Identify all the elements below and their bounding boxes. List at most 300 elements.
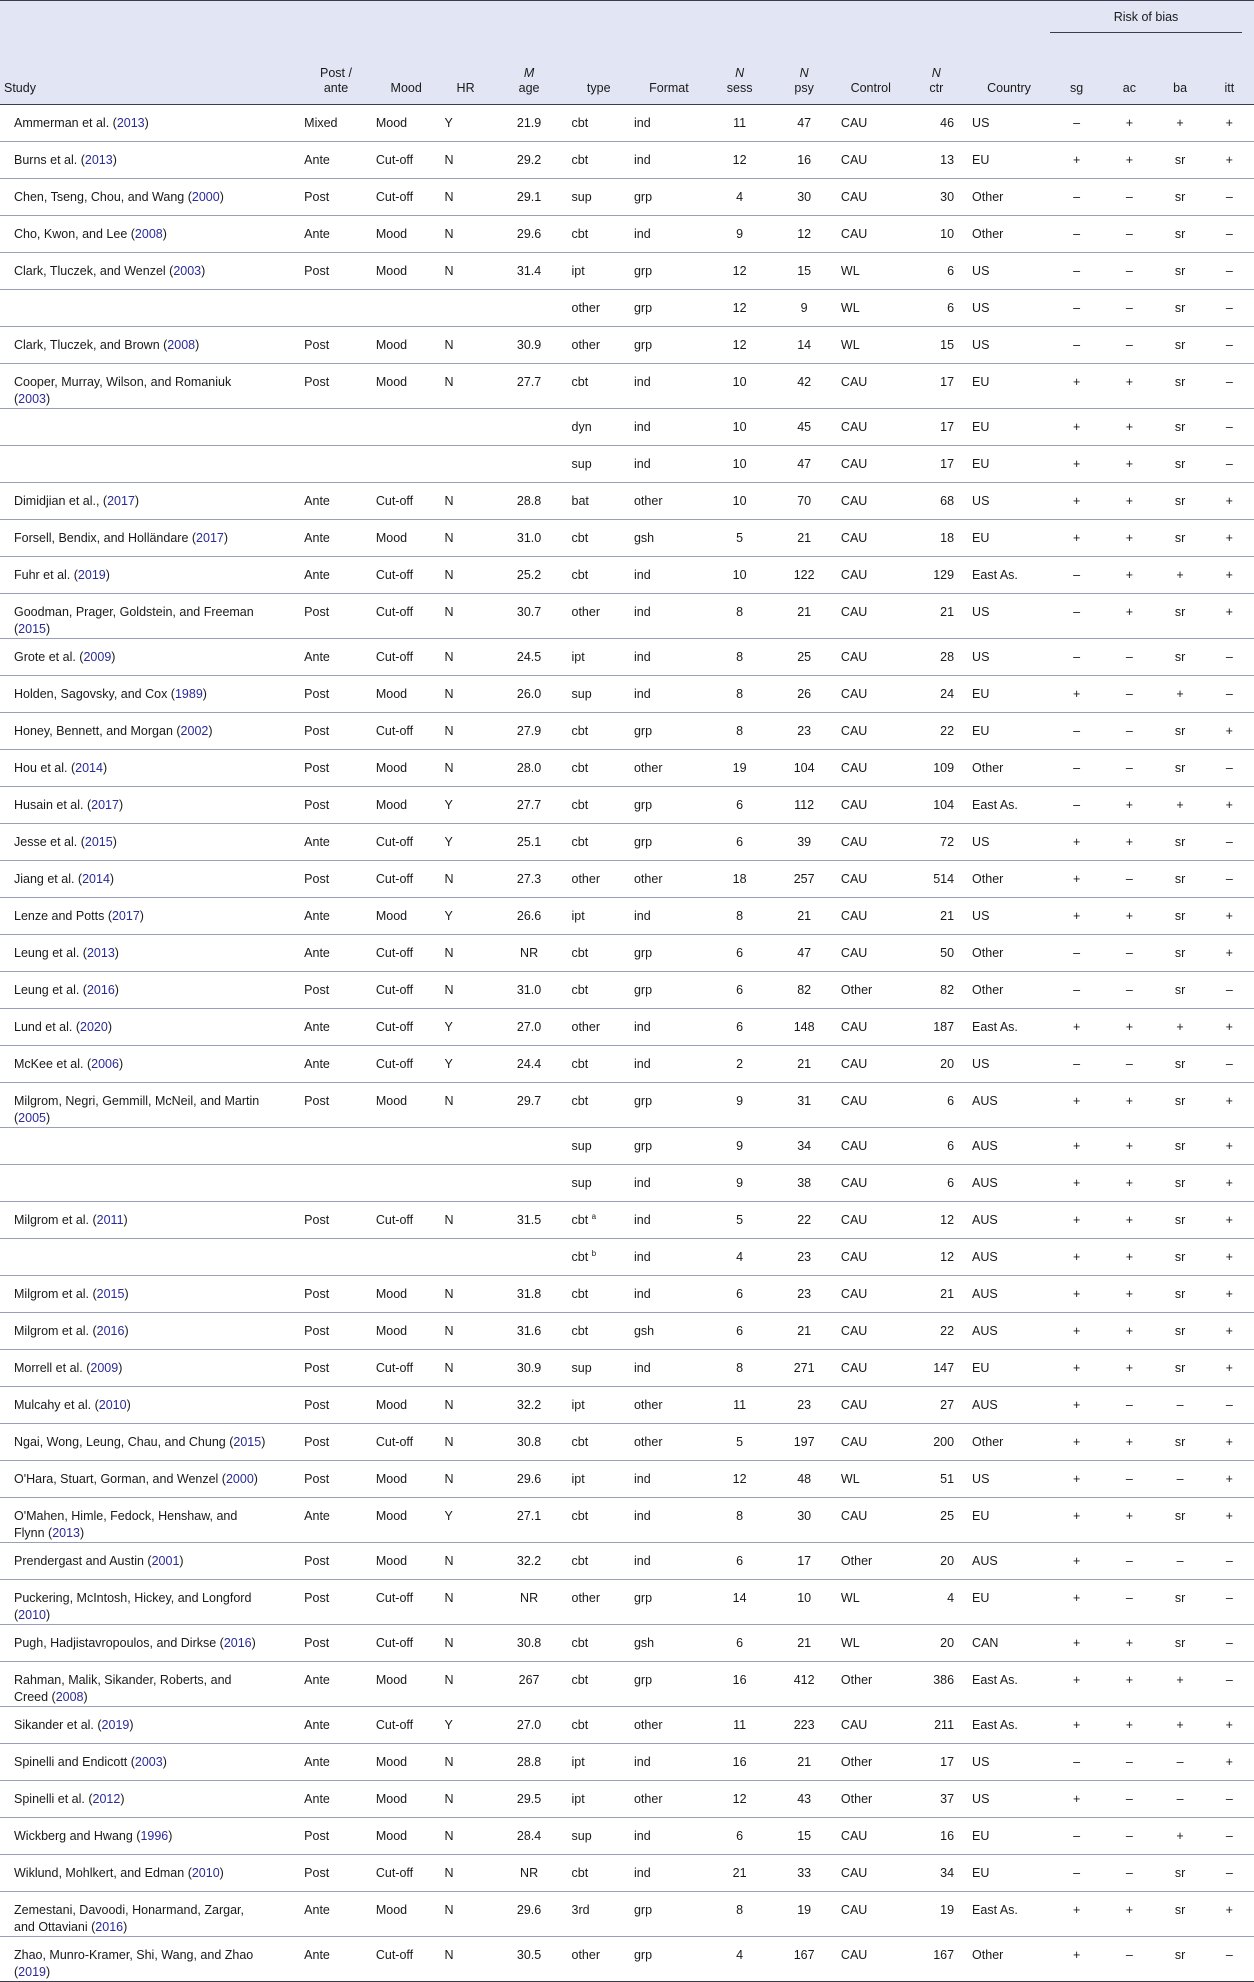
cell-ac-value: +	[1125, 605, 1134, 619]
cell-control-value: CAU	[840, 1435, 868, 1449]
cell-control-value: CAU	[840, 116, 868, 130]
cell-type	[568, 1350, 630, 1387]
cell-mood-value: Cut-off	[375, 568, 414, 582]
header-type: type	[568, 40, 630, 105]
cell-type	[568, 1202, 630, 1239]
study-close-paren: )	[80, 1526, 85, 1540]
cell-n-psy-value: 9	[800, 301, 808, 315]
cell-mood	[372, 1580, 441, 1625]
cell-format-value: ind	[633, 227, 651, 241]
study-close-paren: )	[126, 1398, 131, 1412]
cell-sg	[1050, 1818, 1103, 1855]
cell-n-sess	[708, 750, 772, 787]
header-control: Control	[837, 40, 905, 105]
cell-country-value: Other	[972, 1435, 1004, 1449]
cell-n-psy-value: 412	[793, 1673, 815, 1687]
cell-post-ante	[300, 1625, 372, 1662]
cell-control	[837, 1128, 905, 1165]
cell-n-psy	[771, 639, 837, 676]
cell-hr-value: Y	[444, 835, 453, 849]
cell-type-value: cbt	[571, 946, 589, 960]
study-close-paren: )	[124, 1287, 129, 1301]
cell-mood	[372, 1744, 441, 1781]
cell-sg-value: +	[1072, 1673, 1081, 1687]
cell-type	[568, 1707, 630, 1744]
cell-post-ante-value: Ante	[304, 1509, 330, 1523]
cell-post-ante	[300, 972, 372, 1009]
cell-control	[837, 216, 905, 253]
cell-control	[837, 1461, 905, 1498]
cell-post-ante	[300, 253, 372, 290]
cell-post-ante-value: Ante	[304, 909, 330, 923]
cell-country-value: US	[972, 116, 990, 130]
cell-control-value: CAU	[840, 375, 868, 389]
cell-country-value: EU	[972, 1509, 990, 1523]
cell-post-ante	[300, 1543, 372, 1580]
cell-mood	[372, 1083, 441, 1128]
cell-ba-value: sr	[1174, 1287, 1186, 1301]
study-close-paren: )	[139, 909, 144, 923]
table-row	[0, 1046, 1254, 1083]
cell-itt-value: +	[1225, 494, 1233, 508]
study-authors: Ammerman et al. (	[14, 116, 117, 130]
cell-n-ctr	[905, 1083, 969, 1128]
table-row	[0, 1424, 1254, 1461]
cell-n-sess-value: 9	[736, 1094, 744, 1108]
cell-n-sess-value: 10	[732, 494, 747, 508]
cell-n-psy-value: 12	[797, 227, 812, 241]
cell-country-value: EU	[972, 420, 990, 434]
cell-format-value: grp	[633, 1591, 653, 1605]
cell-n-psy	[771, 824, 837, 861]
cell-ac	[1103, 409, 1155, 446]
header-n-sess: N sess	[708, 40, 772, 105]
cell-hr-value: N	[444, 605, 454, 619]
cell-country	[968, 1855, 1050, 1892]
cell-country-value: US	[972, 338, 990, 352]
study-close-paren: )	[223, 531, 229, 545]
cell-itt	[1205, 1350, 1254, 1387]
cell-country	[968, 1818, 1050, 1855]
header-n-psy: N psy	[771, 40, 837, 105]
cell-country-value: US	[972, 605, 990, 619]
cell-n-ctr	[905, 1009, 969, 1046]
cell-study	[0, 1892, 300, 1937]
cell-n-sess	[708, 1707, 772, 1744]
cell-n-sess-value: 6	[736, 983, 744, 997]
cell-study	[0, 409, 300, 446]
study-authors: Clark, Tluczek, and Brown (	[14, 338, 168, 352]
cell-study	[0, 1543, 300, 1580]
cell-n-psy	[771, 1350, 837, 1387]
cell-ac-value: +	[1125, 1213, 1134, 1227]
cell-ac	[1103, 1707, 1155, 1744]
cell-sg-value: –	[1073, 1057, 1081, 1071]
cell-country	[968, 557, 1050, 594]
cell-country-value: EU	[972, 724, 990, 738]
cell-sg-value: –	[1073, 338, 1081, 352]
study-year-link: 2013	[116, 116, 145, 130]
cell-post-ante	[300, 1818, 372, 1855]
cell-n-sess-value: 4	[736, 1948, 744, 1962]
cell-control-value: CAU	[840, 153, 868, 167]
cell-format	[630, 713, 708, 750]
cell-m-age-value: 24.5	[516, 650, 542, 664]
cell-post-ante-value: Ante	[304, 1673, 330, 1687]
cell-hr-value: Y	[444, 1057, 453, 1071]
cell-control-value: WL	[840, 301, 860, 315]
study-authors: Zhao, Munro-Kramer, Shi, Wang, and Zhao	[14, 1948, 254, 1962]
cell-hr	[440, 1424, 490, 1461]
cell-hr-value: N	[444, 494, 454, 508]
cell-ac-value: +	[1125, 375, 1134, 389]
cell-mood-value: Cut-off	[375, 724, 414, 738]
table-row	[0, 483, 1254, 520]
cell-itt-value: –	[1225, 1948, 1233, 1962]
cell-study	[0, 1202, 300, 1239]
cell-mood	[372, 1498, 441, 1543]
cell-n-psy	[771, 1239, 837, 1276]
cell-country	[968, 1350, 1050, 1387]
cell-format-value: grp	[633, 1094, 653, 1108]
cell-control	[837, 1046, 905, 1083]
cell-type-value: dyn	[571, 420, 592, 434]
cell-ba-value: +	[1176, 1829, 1184, 1843]
cell-country-value: US	[972, 264, 990, 278]
cell-n-sess	[708, 1165, 772, 1202]
cell-type	[568, 1855, 630, 1892]
cell-n-psy	[771, 1781, 837, 1818]
cell-hr-value: N	[444, 1673, 454, 1687]
cell-mood	[372, 824, 441, 861]
cell-mood	[372, 253, 441, 290]
cell-control	[837, 290, 905, 327]
cell-mood-value: Mood	[375, 1324, 408, 1338]
cell-hr	[440, 1461, 490, 1498]
cell-n-sess	[708, 364, 772, 409]
cell-format	[630, 1128, 708, 1165]
cell-mood-value: Cut-off	[375, 1866, 414, 1880]
cell-ba	[1156, 1580, 1205, 1625]
cell-ba	[1156, 861, 1205, 898]
cell-sg	[1050, 1083, 1103, 1128]
cell-n-ctr-value: 20	[940, 1554, 955, 1568]
cell-country	[968, 594, 1050, 639]
cell-ba	[1156, 216, 1205, 253]
cell-type-value: cbt	[571, 568, 589, 582]
cell-mood-value: Mood	[375, 909, 408, 923]
cell-n-ctr	[905, 1387, 969, 1424]
cell-format-value: ind	[633, 650, 651, 664]
cell-sg-value: +	[1072, 1903, 1081, 1917]
cell-n-sess-value: 9	[736, 1139, 744, 1153]
cell-sg	[1050, 1046, 1103, 1083]
cell-n-psy-value: 21	[797, 531, 812, 545]
cell-m-age-value: 27.7	[516, 375, 542, 389]
table-row	[0, 972, 1254, 1009]
study-authors: Wiklund, Mohlkert, and Edman (	[14, 1866, 192, 1880]
cell-type-value: cbt	[571, 153, 589, 167]
cell-study	[0, 1662, 300, 1707]
cell-ba-value: sr	[1174, 264, 1186, 278]
cell-post-ante	[300, 1662, 372, 1707]
cell-mood	[372, 1202, 441, 1239]
cell-control-value: Other	[840, 1554, 873, 1568]
cell-ba-value: sr	[1174, 1866, 1186, 1880]
table-row	[0, 1276, 1254, 1313]
cell-control	[837, 1239, 905, 1276]
cell-country-value: CAN	[972, 1636, 999, 1650]
cell-type	[568, 1818, 630, 1855]
cell-n-ctr	[905, 1662, 969, 1707]
cell-format	[630, 824, 708, 861]
cell-study	[0, 1461, 300, 1498]
cell-m-age	[491, 1855, 568, 1892]
cell-mood	[372, 1461, 441, 1498]
cell-ac	[1103, 1350, 1155, 1387]
cell-n-ctr-value: 12	[940, 1250, 955, 1264]
study-close-paren: )	[219, 1866, 224, 1880]
table-row	[0, 557, 1254, 594]
table-row	[0, 1744, 1254, 1781]
cell-mood	[372, 290, 441, 327]
cell-format	[630, 364, 708, 409]
cell-post-ante	[300, 1707, 372, 1744]
cell-hr	[440, 1937, 490, 1982]
table-row	[0, 1818, 1254, 1855]
table-row	[0, 1855, 1254, 1892]
study-year-link: 2013	[84, 153, 113, 167]
study-authors: Lenze and Potts (	[14, 909, 112, 923]
cell-n-ctr	[905, 142, 969, 179]
cell-m-age	[491, 105, 568, 142]
cell-n-ctr	[905, 1046, 969, 1083]
cell-n-sess	[708, 639, 772, 676]
cell-sg-value: +	[1072, 1176, 1081, 1190]
cell-ba-value: sr	[1174, 1509, 1186, 1523]
cell-sg	[1050, 446, 1103, 483]
cell-itt-value: +	[1225, 1250, 1233, 1264]
cell-sg-value: –	[1073, 605, 1081, 619]
cell-format	[630, 1350, 708, 1387]
cell-post-ante	[300, 639, 372, 676]
cell-control-value: CAU	[840, 1020, 868, 1034]
cell-country-value: EU	[972, 1829, 990, 1843]
cell-post-ante	[300, 1083, 372, 1128]
cell-format	[630, 557, 708, 594]
cell-n-ctr-value: 167	[933, 1948, 955, 1962]
type-footnote-marker: a	[591, 1211, 597, 1221]
cell-hr	[440, 364, 490, 409]
study-authors: O'Mahen, Himle, Fedock, Henshaw, and	[14, 1509, 238, 1523]
cell-hr-value: N	[444, 1287, 454, 1301]
cell-itt-value: –	[1225, 1866, 1233, 1880]
cell-m-age-value: 30.9	[516, 1361, 542, 1375]
cell-ac	[1103, 364, 1155, 409]
cell-ac-value: –	[1125, 983, 1133, 997]
cell-control-value: CAU	[840, 1287, 868, 1301]
cell-n-ctr-value: 22	[940, 724, 955, 738]
cell-control-value: CAU	[840, 1094, 868, 1108]
cell-m-age	[491, 1276, 568, 1313]
cell-study	[0, 1781, 300, 1818]
cell-n-ctr	[905, 483, 969, 520]
cell-hr-value: N	[444, 1792, 454, 1806]
cell-itt	[1205, 1892, 1254, 1937]
cell-m-age	[491, 1580, 568, 1625]
cell-control-value: CAU	[840, 1829, 868, 1843]
cell-country	[968, 1744, 1050, 1781]
cell-sg	[1050, 750, 1103, 787]
cell-n-ctr	[905, 520, 969, 557]
cell-n-sess-value: 4	[736, 1250, 744, 1264]
cell-itt-value: +	[1225, 1472, 1233, 1486]
cell-ac-value: +	[1125, 798, 1134, 812]
cell-n-sess-value: 14	[732, 1591, 747, 1605]
cell-m-age	[491, 327, 568, 364]
cell-format-value: ind	[633, 1020, 651, 1034]
cell-country-value: EU	[972, 375, 990, 389]
cell-n-psy	[771, 1009, 837, 1046]
cell-control	[837, 179, 905, 216]
cell-hr-value: N	[444, 1903, 454, 1917]
cell-ac	[1103, 1128, 1155, 1165]
cell-m-age	[491, 972, 568, 1009]
cell-post-ante	[300, 327, 372, 364]
cell-mood	[372, 713, 441, 750]
study-close-paren: )	[102, 761, 108, 775]
cell-format	[630, 1165, 708, 1202]
cell-itt-value: –	[1225, 687, 1233, 701]
cell-n-sess	[708, 1543, 772, 1580]
cell-ba-value: sr	[1174, 1139, 1186, 1153]
cell-format-value: other	[633, 872, 663, 886]
study-close-paren: )	[124, 1324, 129, 1338]
cell-itt-value: +	[1225, 724, 1233, 738]
cell-ba-value: sr	[1174, 835, 1186, 849]
cell-n-sess	[708, 1313, 772, 1350]
study-authors: Spinelli et al. (	[14, 1792, 93, 1806]
cell-mood-value: Mood	[375, 1903, 408, 1917]
cell-sg-value: +	[1072, 420, 1081, 434]
cell-hr-value: N	[444, 568, 454, 582]
cell-mood-value: Cut-off	[375, 1361, 414, 1375]
cell-hr-value: N	[444, 983, 454, 997]
cell-mood-value: Mood	[375, 798, 408, 812]
cell-n-psy	[771, 216, 837, 253]
cell-post-ante	[300, 750, 372, 787]
cell-control	[837, 105, 905, 142]
cell-control	[837, 824, 905, 861]
cell-type-value: cbt	[571, 1287, 589, 1301]
cell-format-value: grp	[633, 264, 653, 278]
cell-post-ante	[300, 364, 372, 409]
cell-m-age-value: 26.6	[516, 909, 542, 923]
cell-post-ante-value: Post	[304, 338, 330, 352]
header-ac: ac	[1103, 40, 1155, 105]
cell-control-value: WL	[840, 1636, 860, 1650]
cell-ba	[1156, 1855, 1205, 1892]
cell-n-sess-value: 12	[732, 153, 747, 167]
cell-ac-value: –	[1125, 872, 1133, 886]
table-row	[0, 1781, 1254, 1818]
cell-n-sess	[708, 290, 772, 327]
cell-control	[837, 1781, 905, 1818]
cell-n-sess	[708, 1202, 772, 1239]
cell-n-ctr-value: 200	[933, 1435, 955, 1449]
cell-post-ante	[300, 1498, 372, 1543]
cell-ba	[1156, 676, 1205, 713]
study-close-paren: )	[45, 622, 51, 636]
cell-sg-value: +	[1072, 1094, 1081, 1108]
cell-n-ctr	[905, 1707, 969, 1744]
cell-ac	[1103, 1892, 1155, 1937]
cell-n-psy-value: 17	[797, 1554, 812, 1568]
cell-mood	[372, 898, 441, 935]
cell-n-psy-value: 23	[797, 1250, 812, 1264]
cell-ba	[1156, 750, 1205, 787]
cell-ac-value: –	[1125, 946, 1133, 960]
cell-m-age	[491, 1662, 568, 1707]
cell-ba-value: sr	[1174, 872, 1186, 886]
cell-study	[0, 290, 300, 327]
cell-itt-value: +	[1225, 1435, 1233, 1449]
cell-ba	[1156, 639, 1205, 676]
cell-ba	[1156, 1387, 1205, 1424]
cell-post-ante-value: Mixed	[304, 116, 338, 130]
cell-country	[968, 446, 1050, 483]
cell-study	[0, 1165, 300, 1202]
cell-m-age	[491, 713, 568, 750]
cell-type	[568, 787, 630, 824]
cell-n-psy	[771, 898, 837, 935]
cell-itt-value: –	[1225, 264, 1233, 278]
cell-ac	[1103, 1625, 1155, 1662]
cell-ac-value: +	[1125, 531, 1134, 545]
cell-hr-value: N	[444, 531, 454, 545]
cell-n-ctr-value: 17	[940, 457, 955, 471]
cell-sg-value: +	[1072, 687, 1081, 701]
cell-n-psy-value: 23	[797, 1398, 812, 1412]
study-year-link: 2005	[18, 1111, 46, 1125]
cell-mood-value: Mood	[375, 338, 408, 352]
cell-mood	[372, 1128, 441, 1165]
cell-hr-value: N	[444, 1591, 454, 1605]
study-year-link: 2000	[191, 190, 220, 204]
cell-ac-value: +	[1125, 1324, 1134, 1338]
cell-hr	[440, 787, 490, 824]
cell-n-ctr	[905, 1424, 969, 1461]
cell-post-ante-value: Post	[304, 1213, 330, 1227]
cell-post-ante	[300, 824, 372, 861]
cell-format-value: gsh	[633, 1324, 655, 1338]
cell-mood-value: Mood	[375, 1792, 408, 1806]
cell-country	[968, 1461, 1050, 1498]
cell-type-value: sup	[571, 687, 592, 701]
cell-n-ctr	[905, 1781, 969, 1818]
cell-format	[630, 1937, 708, 1982]
cell-mood-value: Mood	[375, 1509, 408, 1523]
study-year-link: 2015	[18, 622, 46, 636]
study-authors: Jiang et al. (	[14, 872, 83, 886]
cell-n-ctr	[905, 179, 969, 216]
cell-itt	[1205, 409, 1254, 446]
cell-ac-value: –	[1125, 1866, 1133, 1880]
cell-ac	[1103, 1276, 1155, 1313]
cell-control	[837, 972, 905, 1009]
cell-country	[968, 327, 1050, 364]
cell-type	[568, 1046, 630, 1083]
